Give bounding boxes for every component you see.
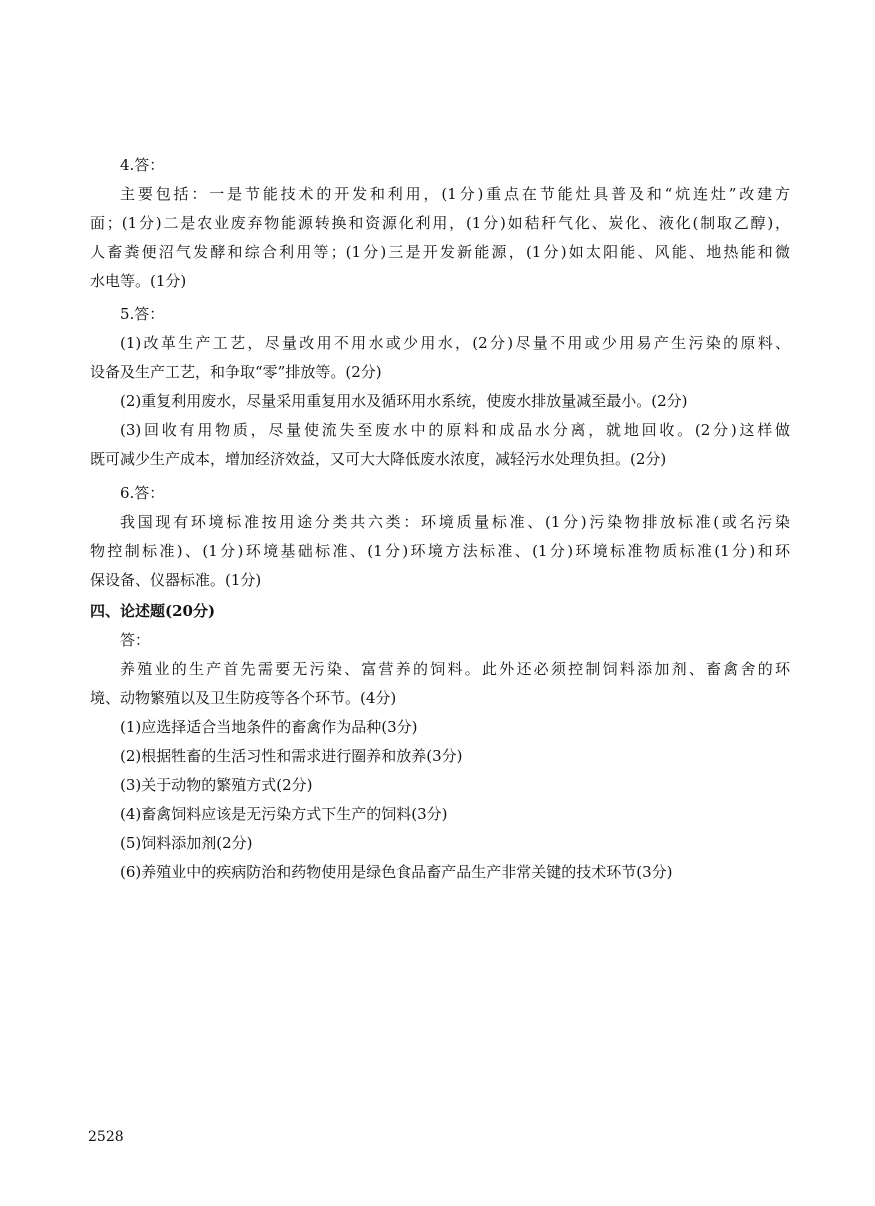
essay-line: 境、动物繁殖以及卫生防疫等各个环节。(4分) xyxy=(90,689,397,707)
essay-label: 答： xyxy=(120,631,151,649)
essay-line: (4)畜禽饲料应该是无污染方式下生产的饲料(3分) xyxy=(120,805,448,823)
section-heading: 四、论述题(20分) xyxy=(90,602,216,620)
answer-5-label: 5.答： xyxy=(120,305,165,323)
essay-line: (6)养殖业中的疾病防治和药物使用是绿色食品畜产品生产非常关键的技术环节(3分) xyxy=(120,863,673,881)
answer-6-line: 我国现有环境标准按用途分类共六类：环境质量标准、(1分)污染物排放标准(或名污染 xyxy=(120,513,790,531)
essay-line: 养殖业的生产首先需要无污染、富营养的饲料。此外还必须控制饲料添加剂、畜禽舍的环 xyxy=(120,660,790,678)
page-number: 2528 xyxy=(88,1129,124,1145)
essay-line: (3)关于动物的繁殖方式(2分) xyxy=(120,776,313,794)
essay-section xyxy=(90,597,790,887)
essay-line: (1)应选择适合当地条件的畜禽作为品种(3分) xyxy=(120,718,418,736)
answer-6-line: 保设备、仪器标准。(1分) xyxy=(90,571,262,589)
answer-6-line: 物控制标准)、(1分)环境基础标准、(1分)环境方法标准、(1分)环境标准物质标准(1分)和环 xyxy=(90,542,790,560)
answer-5-line: (2)重复利用废水，尽量采用重复用水及循环用水系统，使废水排放量减至最小。(2分) xyxy=(120,392,688,410)
answer-4-line: 面；(1分)二是农业废弃物能源转换和资源化利用，(1分)如秸秆气化、炭化、液化(制取乙醇)， xyxy=(90,214,790,232)
answer-5 xyxy=(90,300,790,474)
answer-6 xyxy=(90,479,790,595)
answer-5-line: 设备及生产工艺，和争取“零”排放等。(2分) xyxy=(90,363,382,381)
essay-line: (2)根据牲畜的生活习性和需求进行圈养和放养(3分) xyxy=(120,747,463,765)
answer-4-line: 水电等。(1分) xyxy=(90,272,187,290)
answer-4 xyxy=(90,151,790,296)
answer-5-line: (3)回收有用物质，尽量使流失至废水中的原料和成品水分离，就地回收。(2分)这样做 xyxy=(120,421,790,439)
answer-4-line: 主要包括：一是节能技术的开发和利用，(1分)重点在节能灶具普及和“炕连灶”改建方 xyxy=(120,185,790,203)
answer-4-label: 4.答： xyxy=(120,156,165,174)
answer-5-line: 既可减少生产成本，增加经济效益，又可大大降低废水浓度，减轻污水处理负担。(2分) xyxy=(90,450,667,468)
answer-6-label: 6.答： xyxy=(120,484,165,502)
essay-line: (5)饲料添加剂(2分) xyxy=(120,834,253,852)
answer-4-line: 人畜粪便沼气发酵和综合利用等；(1分)三是开发新能源，(1分)如太阳能、风能、地热能和微 xyxy=(90,243,790,261)
answer-5-line: (1)改革生产工艺，尽量改用不用水或少用水，(2分)尽量不用或少用易产生污染的原料、 xyxy=(120,334,790,352)
